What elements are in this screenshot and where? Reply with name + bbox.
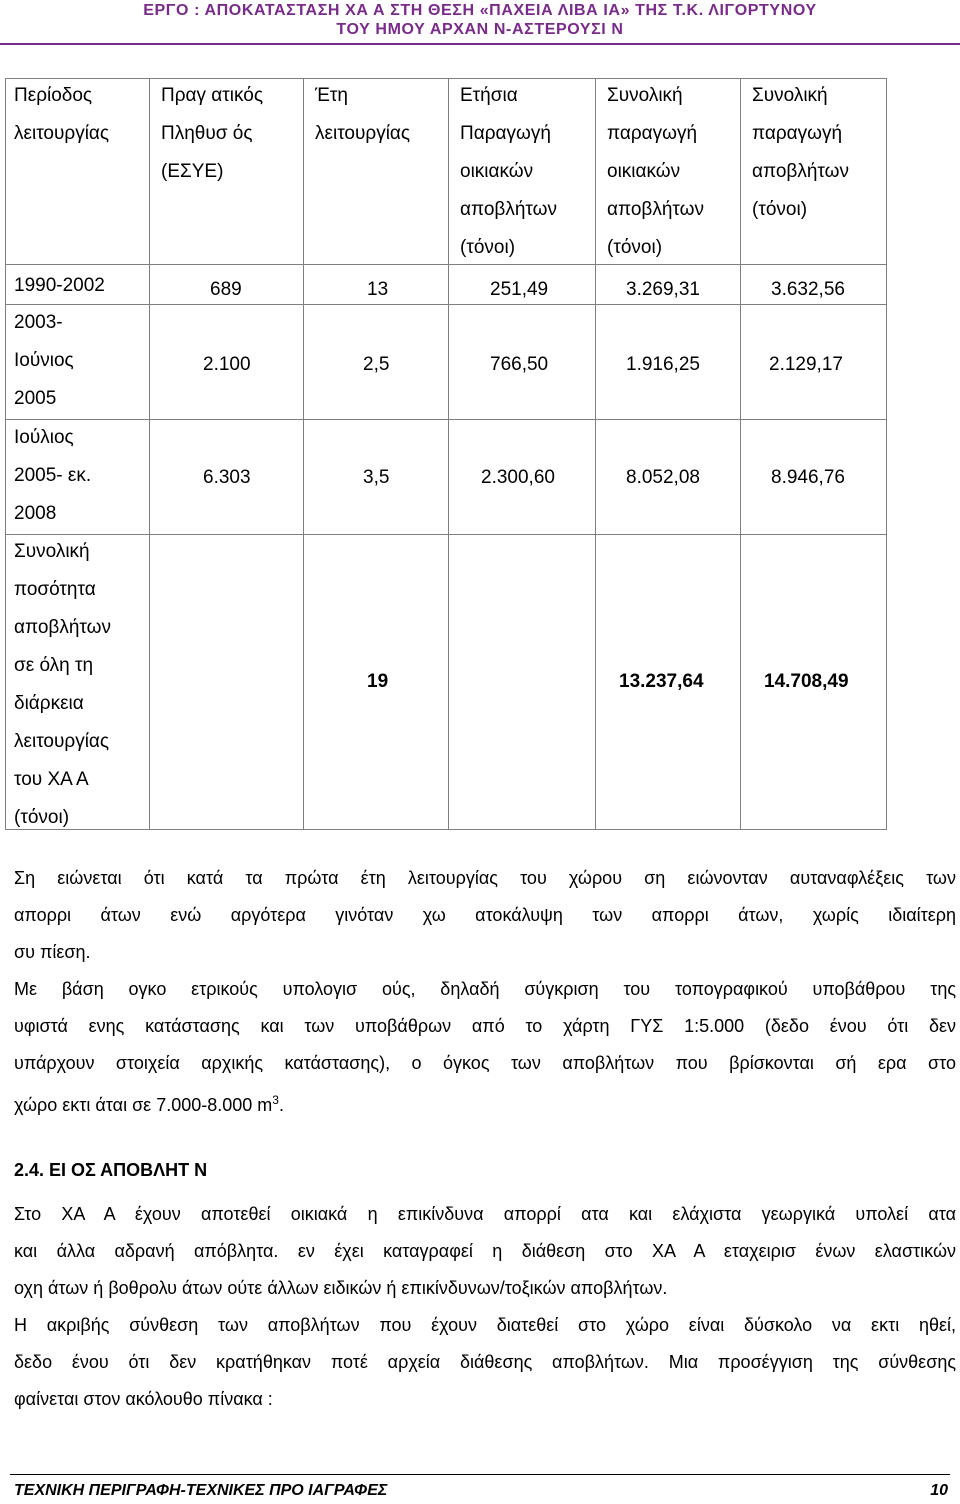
paragraph-line: Ση ειώνεται ότι κατά τα πρώτα έτη λειτουργίας του χώρου ση ειώνονταν αυταναφλέξεις των — [14, 868, 956, 888]
row-period: σε όλη τη — [14, 655, 94, 676]
row-period: λειτουργίας — [14, 731, 110, 752]
table-cell: 251,49 — [490, 279, 549, 300]
header-annual-production: (τόνοι) — [460, 237, 516, 258]
row-period: Ιούλιος — [14, 427, 74, 448]
paragraph-line: απορρι άτων ενώ αργότερα γινόταν χω ατοκάλυψη των απορρι άτων, χωρίς ιδιαίτερη — [14, 905, 956, 925]
header-divider — [0, 43, 960, 45]
table-cell: 689 — [210, 279, 242, 300]
header-population: (ΕΣΥΕ) — [161, 161, 224, 182]
table-cell: 2,5 — [363, 354, 390, 375]
table-cell: 2.100 — [203, 354, 251, 375]
footer-title: ΤΕΧΝΙΚΗ ΠΕΡΙΓΡΑΦΗ-ΤΕΧΝΙΚΕΣ ΠΡΟ ΙΑΓΡΑΦΕΣ — [14, 1482, 388, 1499]
header-total-household: Συνολική — [607, 85, 683, 106]
row-period: (τόνοι) — [14, 807, 70, 828]
table-row-divider — [6, 304, 886, 305]
table-cell: 3,5 — [363, 467, 390, 488]
table-row-divider — [6, 264, 886, 265]
header-population: Πληθυσ ός — [161, 123, 253, 144]
header-total-household: οικιακών — [607, 161, 681, 182]
table-cell: 2.129,17 — [769, 354, 843, 375]
superscript: 3 — [272, 1093, 279, 1107]
paragraph-line: και άλλα αδρανή απόβλητα. εν έχει καταγραφεί η διάθεση στο ΧΑ Α εταχειρισ ένων ελαστικών — [14, 1241, 956, 1261]
table-cell: 766,50 — [490, 354, 549, 375]
paragraph-line: Με βάση ογκο ετρικούς υπολογισ ούς, δηλαδή σύγκριση του τοπογραφικού υποβάθρου της — [14, 979, 956, 999]
table-row-divider — [6, 419, 886, 420]
paragraph-waste-types — [14, 1196, 956, 1307]
header-population: Πραγ ατικός — [161, 85, 263, 106]
row-period: ποσότητα — [14, 579, 96, 600]
header-total-waste: παραγωγή — [752, 123, 843, 144]
footer-divider — [10, 1474, 950, 1475]
table-cell: 19 — [367, 671, 389, 692]
header-total-waste: (τόνοι) — [752, 199, 808, 220]
paragraph-line: οχη άτων ή βοθρολυ άτων ούτε άλλων ειδικών ή επικίνδυνων/τοξικών αποβλήτων. — [14, 1278, 668, 1298]
row-period: 1990-2002 — [14, 275, 105, 296]
header-total-household: (τόνοι) — [607, 237, 663, 258]
table-cell: 3.269,31 — [626, 279, 700, 300]
waste-production-table — [5, 78, 887, 830]
row-period: αποβλήτων — [14, 617, 111, 638]
paragraph-line: συ πίεση. — [14, 942, 91, 962]
row-period: του ΧΑ Α — [14, 769, 89, 790]
table-cell: 8.946,76 — [771, 467, 845, 488]
header-annual-production: Παραγωγή — [460, 123, 551, 144]
header-period: Περίοδος — [14, 85, 93, 106]
paragraph-line: δεδο ένου ότι δεν κρατήθηκαν ποτέ αρχεία διάθεσης αποβλήτων. Μια προσέγγιση της σύνθεσης — [14, 1352, 956, 1372]
row-period: 2005 — [14, 388, 57, 409]
row-period: 2003- — [14, 312, 63, 333]
paragraph-composition — [14, 1307, 956, 1418]
row-period: διάρκεια — [14, 693, 84, 714]
header-total-waste: αποβλήτων — [752, 161, 849, 182]
paragraph-text: . — [278, 1095, 284, 1115]
table-col-divider — [740, 79, 741, 829]
paragraph-line: υφιστά ενης κατάστασης και των υποβάθρων από το χάρτη ΓΥΣ 1:5.000 (δεδο ένου ότι δεν — [14, 1016, 956, 1036]
header-years: λειτουργίας — [315, 123, 411, 144]
table-cell: 2.300,60 — [481, 467, 555, 488]
table-cell: 1.916,25 — [626, 354, 700, 375]
paragraph-text: χώρο εκτι άται σε 7.000-8.000 m — [14, 1095, 273, 1115]
table-col-divider — [595, 79, 596, 829]
row-period: 2005- εκ. — [14, 465, 92, 486]
table-col-divider — [149, 79, 150, 829]
paragraph-volume — [14, 971, 956, 1124]
paragraph-line: υπάρχουν στοιχεία αρχικής κατάστασης), ο όγκος των αποβλήτων που βρίσκονται σή ερα στο — [14, 1053, 956, 1073]
header-annual-production: Ετήσια — [460, 85, 518, 106]
row-period: 2008 — [14, 503, 57, 524]
header-total-household: αποβλήτων — [607, 199, 704, 220]
table-cell: 8.052,08 — [626, 467, 700, 488]
table-cell: 6.303 — [203, 467, 251, 488]
header-line-2: ΤΟΥ ΗΜΟΥ ΑΡΧΑΝ Ν-ΑΣΤΕΡΟΥΣΙ Ν — [336, 21, 624, 38]
table-cell: 13 — [367, 279, 389, 300]
paragraph-line: Η ακριβής σύνθεση των αποβλήτων που έχουν διατεθεί στο χώρο είναι δύσκολο να εκτι ηθεί, — [14, 1315, 956, 1335]
table-col-divider — [303, 79, 304, 829]
paragraph-line: φαίνεται στον ακόλουθο πίνακα : — [14, 1389, 273, 1409]
page-number: 10 — [930, 1482, 948, 1499]
paragraph-line — [14, 1082, 956, 1124]
paragraph-self-ignition — [14, 860, 956, 971]
table-col-divider — [448, 79, 449, 829]
header-line-1: ΕΡΓΟ : ΑΠΟΚΑΤΑΣΤΑΣΗ ΧΑ Α ΣΤΗ ΘΕΣΗ «ΠΑΧΕΙΑ ΛΙΒΑ ΙΑ» ΤΗΣ Τ.Κ. ΛΙΓΟΡΤΥΝΟΥ — [143, 2, 817, 19]
header-period: λειτουργίας — [14, 123, 110, 144]
header-annual-production: αποβλήτων — [460, 199, 557, 220]
header-annual-production: οικιακών — [460, 161, 534, 182]
table-row-divider — [6, 534, 886, 535]
table-cell: 14.708,49 — [764, 671, 849, 692]
header-total-waste: Συνολική — [752, 85, 828, 106]
header-total-household: παραγωγή — [607, 123, 698, 144]
paragraph-line: Στο ΧΑ Α έχουν αποτεθεί οικιακά η επικίνδυνα απορρί ατα και ελάχιστα γεωργικά υπολεί ατα — [14, 1204, 956, 1224]
table-cell: 13.237,64 — [619, 671, 704, 692]
header-years: Έτη — [315, 85, 348, 106]
section-title: 2.4. ΕΙ ΟΣ ΑΠΟΒΛΗΤ Ν — [14, 1160, 208, 1180]
row-period: Συνολική — [14, 541, 90, 562]
row-period: Ιούνιος — [14, 350, 74, 371]
table-cell: 3.632,56 — [771, 279, 845, 300]
